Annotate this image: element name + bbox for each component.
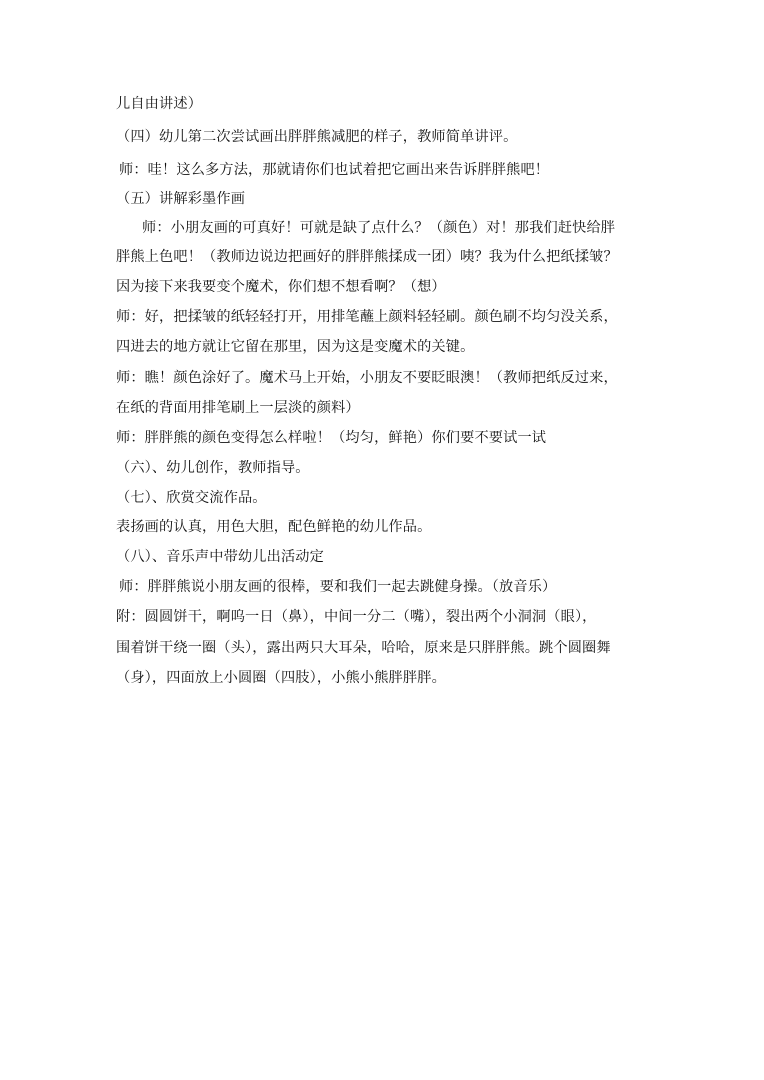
text-line: 四进去的地方就让它留在那里，因为这是变魔术的关键。 [116, 339, 475, 355]
text-line: 胖熊上色吧！（教师边说边把画好的胖胖熊揉成一团）咦？我为什么把纸揉皱？ [116, 249, 618, 265]
text-line: 师：好，把揉皱的纸轻轻打开，用排笔蘸上颜料轻轻刷。颜色刷不均匀没关系， [116, 309, 618, 325]
text-line: 师：哇！这么多方法，那就请你们也试着把它画出来告诉胖胖熊吧！ [119, 162, 550, 178]
text-line: 因为接下来我要变个魔术，你们想不想看啊？（想） [116, 279, 446, 295]
text-line: 师：瞧！颜色涂好了。魔术马上开始，小朋友不要眨眼澳！（教师把纸反过来， [116, 370, 618, 386]
text-line: 师：胖胖熊的颜色变得怎么样啦！（均匀，鲜艳）你们要不要试一试 [116, 430, 547, 446]
section-heading-4: （四）幼儿第二次尝试画出胖胖熊减肥的样子，教师简单讲评。 [116, 129, 518, 145]
text-line: 师：小朋友画的可真好！可就是缺了点什么？（颜色）对！那我们赶快给胖 [142, 220, 616, 236]
text-line: 师：胖胖熊说小朋友画的很棒，要和我们一起去跳健身操。（放音乐） [119, 579, 557, 595]
section-heading-7: （七）、欣赏交流作品。 [116, 490, 267, 506]
text-line: 儿自由讲述） [116, 96, 203, 112]
appendix-line: 围着饼干绕一圈（头），露出两只大耳朵，哈哈，原来是只胖胖熊。跳个圆圈舞 [116, 640, 611, 656]
text-line: 表扬画的认真，用色大胆，配色鲜艳的幼儿作品。 [116, 519, 432, 535]
appendix-line: 附：圆圆饼干，啊呜一日（鼻），中间一分二（嘴），裂出两个小洞洞（眼）， [116, 609, 597, 625]
section-heading-5: （五）讲解彩墨作画 [116, 191, 246, 207]
appendix-line: （身），四面放上小圆圈（四肢），小熊小熊胖胖胖。 [116, 670, 446, 686]
section-heading-8: （八）、音乐声中带幼儿出活动定 [116, 549, 324, 565]
text-line: 在纸的背面用排笔刷上一层淡的颜料） [116, 400, 360, 416]
section-heading-6: （六）、幼儿创作，教师指导。 [116, 460, 310, 476]
